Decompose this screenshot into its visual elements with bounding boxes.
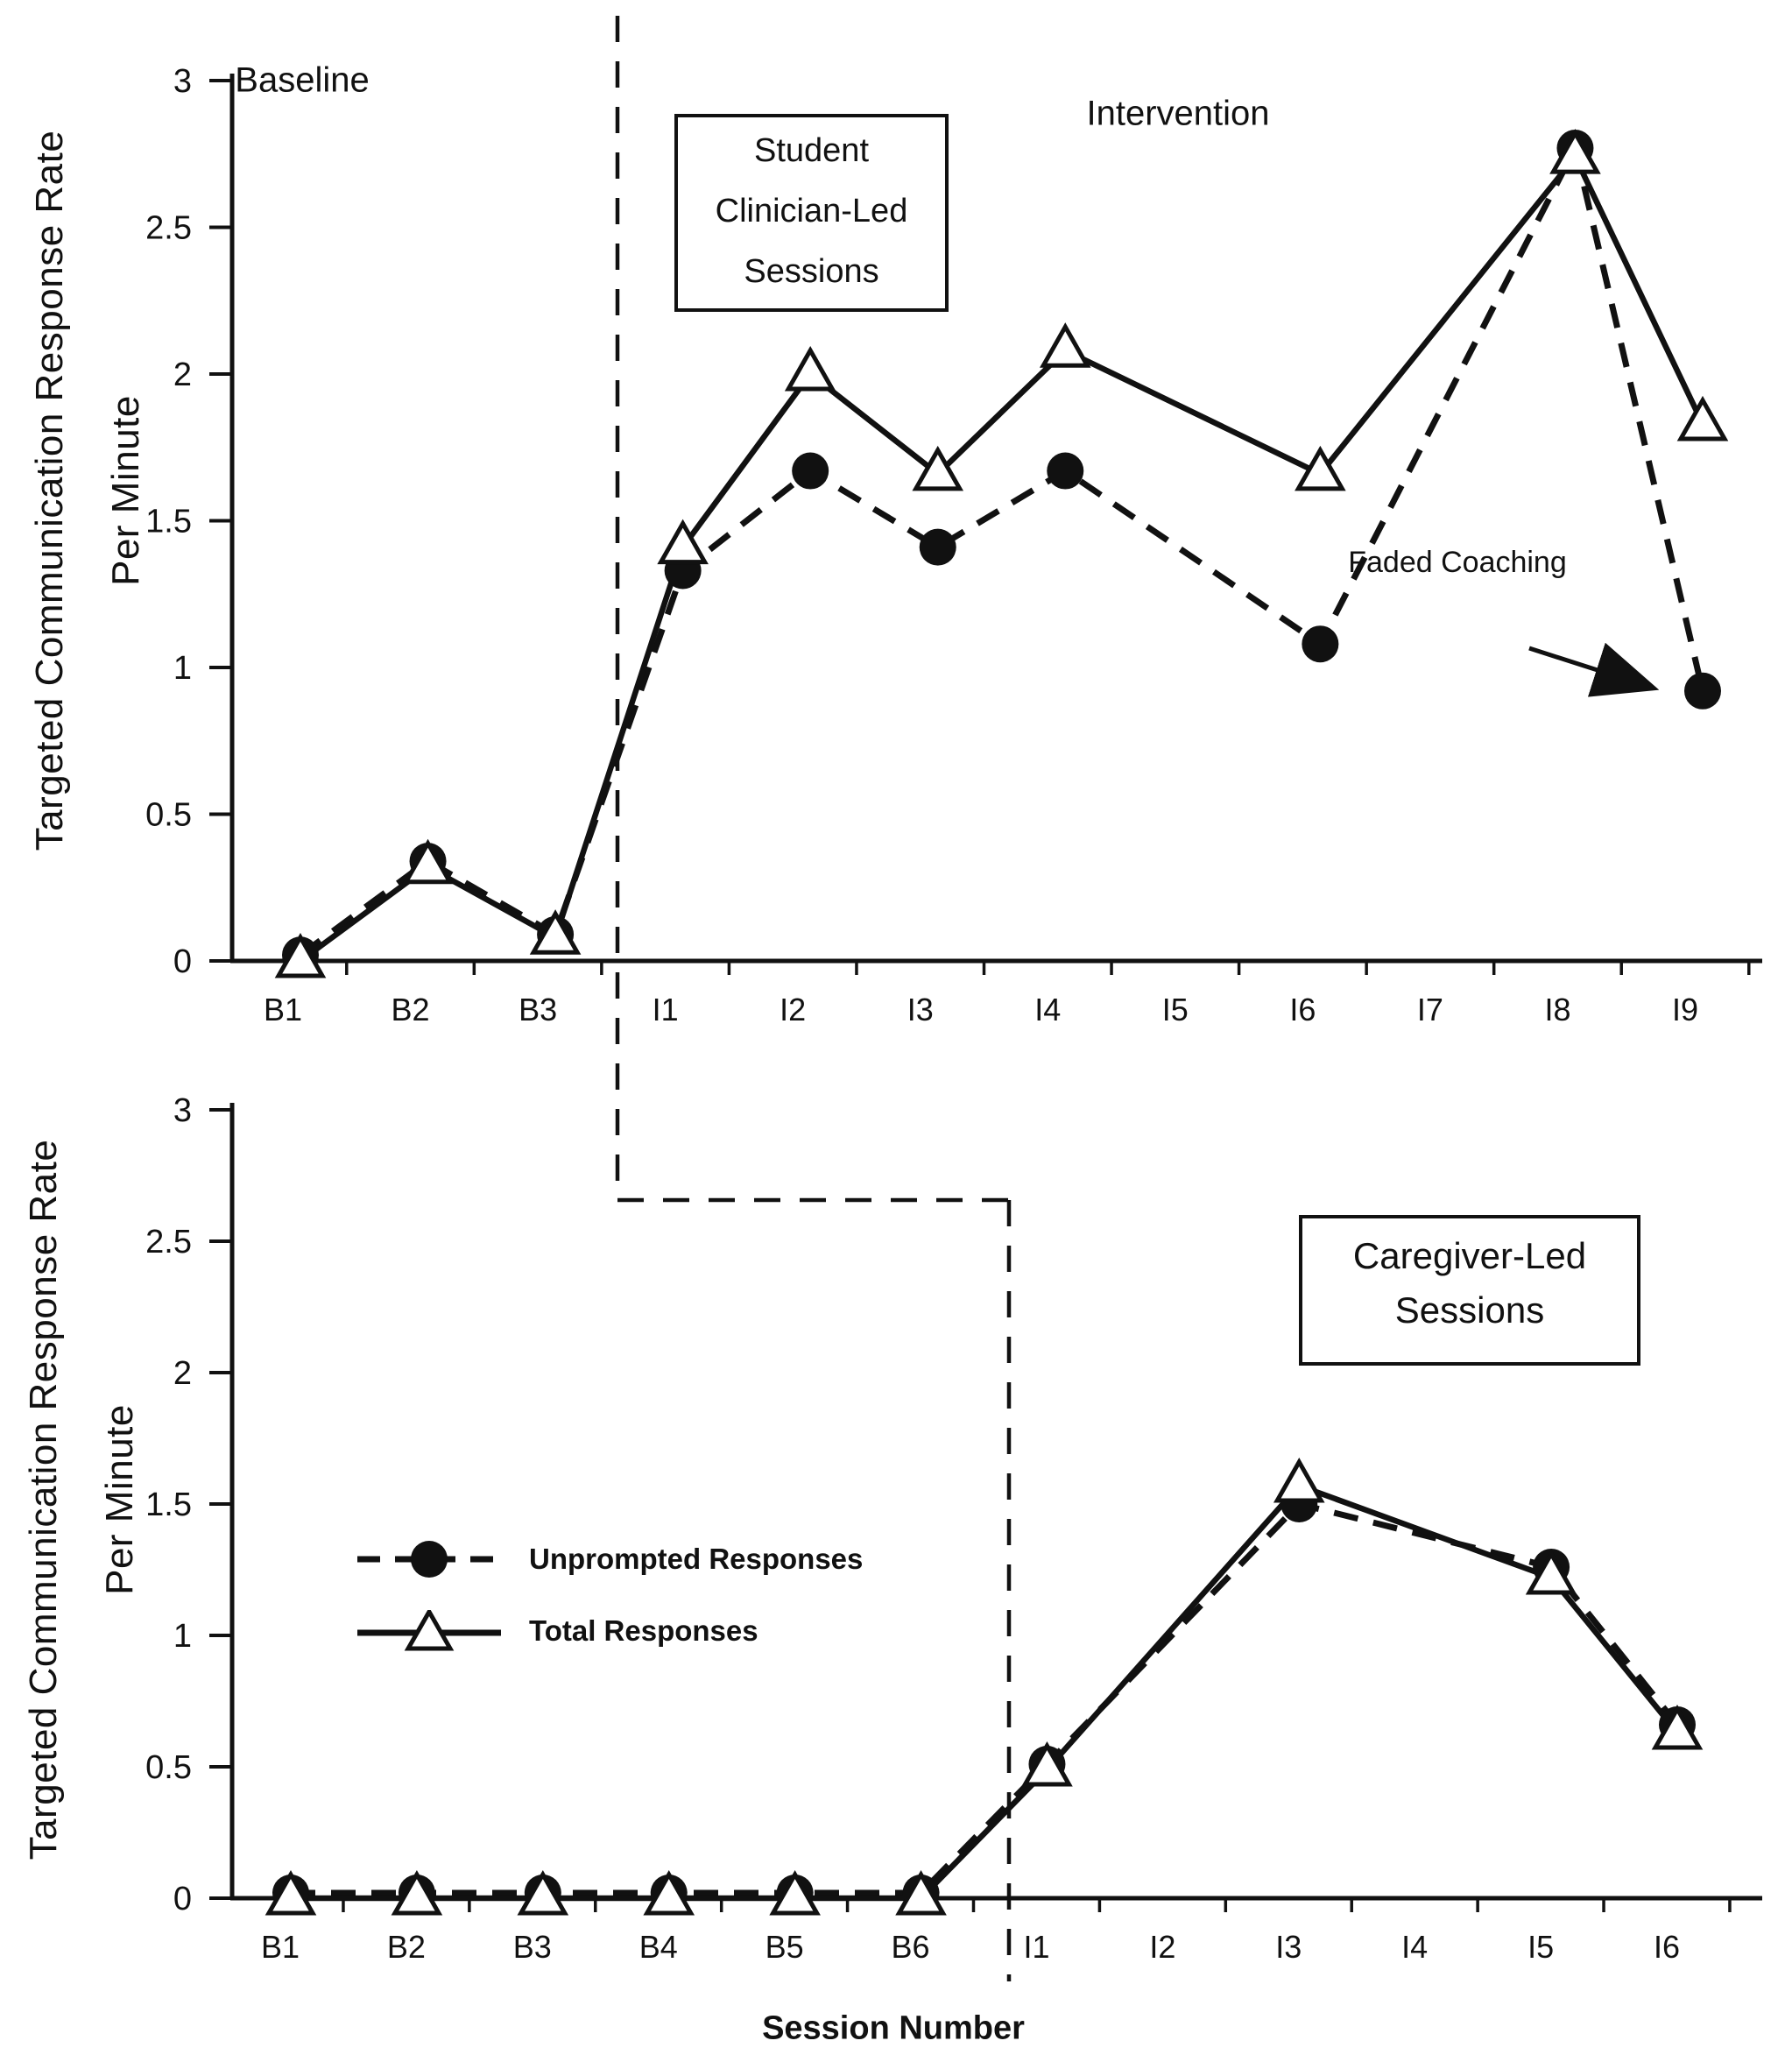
- x-tick-label: I5: [1527, 1929, 1555, 1965]
- x-tick-label: I5: [1161, 992, 1189, 1027]
- x-tick-label: I1: [652, 992, 679, 1027]
- data-point-unprompted: [1047, 453, 1083, 490]
- y-axis-title-top-line1: Targeted Communication Response Rate: [28, 130, 71, 851]
- data-point-unprompted: [1684, 673, 1721, 710]
- condition-box-line: Clinician-Led: [715, 193, 908, 229]
- x-tick-label: I4: [1401, 1929, 1429, 1965]
- data-point-unprompted: [920, 529, 956, 566]
- y-tick-label: 3: [173, 1092, 192, 1129]
- annotation-line: Coaching: [1441, 546, 1567, 579]
- condition-box-line: Caregiver-Led: [1352, 1235, 1587, 1276]
- x-tick-label: B6: [891, 1929, 930, 1965]
- data-point-total: [1681, 400, 1725, 439]
- x-tick-label: I1: [1023, 1929, 1050, 1965]
- legend-label-unprompted: Unprompted Responses: [529, 1543, 864, 1575]
- x-tick-label: I6: [1289, 992, 1316, 1027]
- y-axis-title-top-line2: Per Minute: [104, 395, 147, 586]
- x-tick-label: I3: [907, 992, 934, 1027]
- data-point-total: [788, 350, 832, 389]
- annotation-faded-coaching: [1348, 538, 1567, 587]
- x-tick-label: I8: [1544, 992, 1571, 1027]
- x-tick-label: B2: [386, 1929, 426, 1965]
- x-tick-label: I2: [780, 992, 807, 1027]
- legend-label-total: Total Responses: [529, 1614, 758, 1647]
- y-tick-label: 0.5: [145, 796, 192, 834]
- x-tick-label: I3: [1275, 1929, 1302, 1965]
- x-tick-label: I7: [1416, 992, 1443, 1027]
- condition-box-student-clinician: [674, 114, 949, 312]
- legend-item-total: [354, 1610, 863, 1652]
- data-point-total: [1043, 327, 1087, 365]
- y-tick-label: 0: [173, 1881, 192, 1917]
- y-tick-label: 1.5: [145, 1486, 192, 1523]
- legend-item-unprompted: [354, 1538, 863, 1580]
- x-tick-label: I9: [1671, 992, 1699, 1027]
- x-tick-label: I6: [1653, 1929, 1681, 1965]
- phase-label-intervention: Intervention: [1086, 94, 1270, 133]
- y-tick-label: 0.5: [145, 1749, 192, 1786]
- y-tick-label: 3: [173, 63, 192, 100]
- x-tick-label: B4: [638, 1929, 678, 1965]
- phase-label-baseline: Baseline: [235, 60, 370, 100]
- condition-box-line: Sessions: [744, 253, 879, 290]
- x-tick-label: I4: [1034, 992, 1062, 1027]
- data-point-unprompted: [1302, 625, 1338, 662]
- y-tick-label: 1: [173, 1618, 192, 1655]
- data-point-unprompted: [792, 453, 829, 490]
- x-tick-label: B1: [263, 992, 303, 1027]
- x-tick-label: B2: [391, 992, 430, 1027]
- dashed-line-filled-circle-icon: [354, 1538, 504, 1580]
- annotation-arrow: [1529, 648, 1647, 686]
- condition-box-line: Student: [754, 132, 869, 169]
- legend: [354, 1538, 863, 1682]
- y-tick-label: 1: [173, 650, 192, 687]
- y-axis-title-bottom-line1: Targeted Communication Response Rate: [22, 1139, 65, 1861]
- y-tick-label: 2.5: [145, 209, 192, 247]
- x-tick-label: B3: [512, 1929, 552, 1965]
- data-point-total: [1277, 1462, 1321, 1501]
- x-tick-label: B3: [519, 992, 558, 1027]
- condition-box-line: Sessions: [1394, 1289, 1545, 1331]
- y-axis-title-bottom-line2: Per Minute: [98, 1404, 141, 1595]
- x-tick-label: B1: [260, 1929, 300, 1965]
- condition-box-caregiver: [1299, 1215, 1640, 1366]
- y-tick-label: 2: [173, 1355, 192, 1392]
- y-tick-label: 2: [173, 357, 192, 393]
- annotation-line: Faded: [1348, 546, 1433, 579]
- y-tick-label: 0: [173, 943, 192, 980]
- x-tick-label: I2: [1149, 1929, 1176, 1965]
- y-tick-label: 1.5: [145, 503, 192, 540]
- x-axis-title: Session Number: [762, 2009, 1025, 2047]
- solid-line-open-triangle-icon: [354, 1610, 504, 1652]
- y-tick-label: 2.5: [145, 1224, 192, 1260]
- x-tick-label: B5: [765, 1929, 804, 1965]
